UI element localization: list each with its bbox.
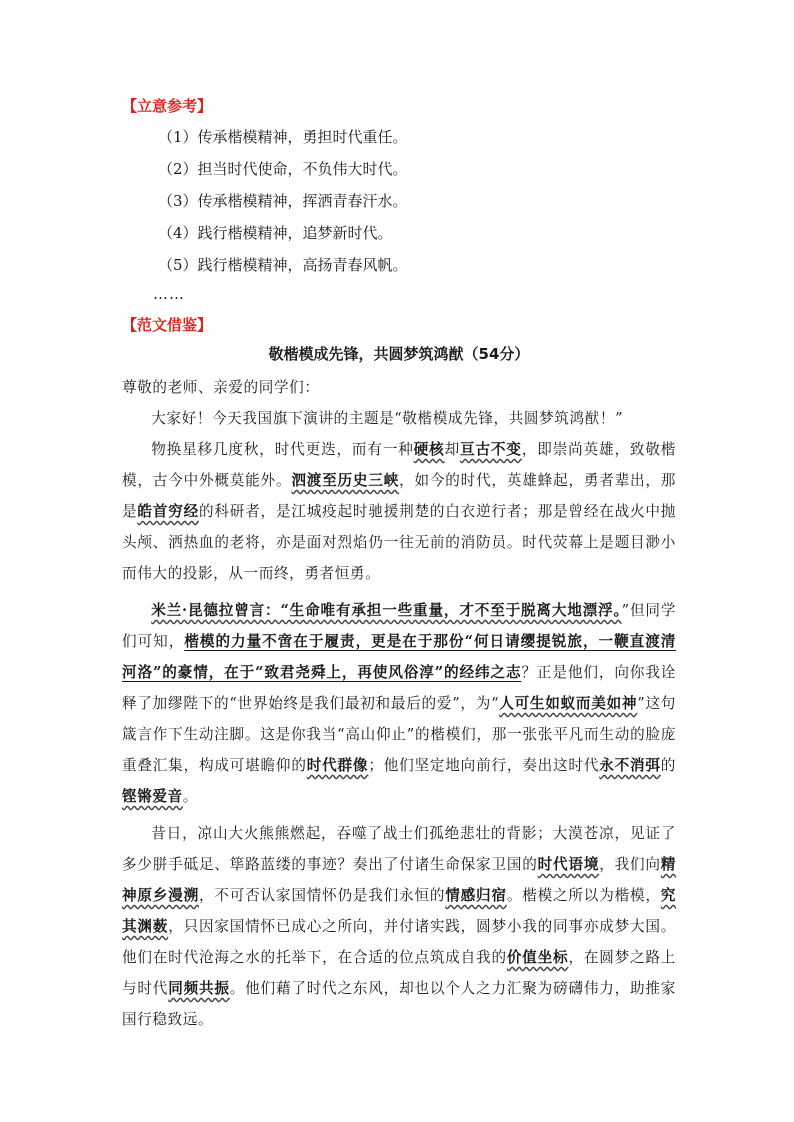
text-span: ；他们坚定地向前行，奏出这时代 [368,757,600,774]
text-span: 的科研者，是江城疫起时驰援荆楚的白衣逆行者；那是曾经在战火中抛头颅、洒热血的老将，亦是面对烈焰仍一往无前的消防员。时代荧幕上是题目渺小而伟大的投影，从一而终，勇者恒勇。 [122,503,676,582]
text-span: 却 [444,441,461,458]
list-ellipsis: …… [153,285,185,303]
highlight-phrase: 价值坐标 [506,949,569,966]
text-span: 。 [182,788,198,805]
text-span: ，即崇尚英雄，致敬楷模，古今中外概莫能外。 [122,441,676,489]
idea-list [158,125,408,285]
highlight-quote: 米兰·昆德拉曾言：“生命唯有承担一些重量，才不至于脱离大地漂浮。 [151,602,622,619]
sample-essay-heading: 【范文借鉴】 [122,316,213,334]
highlight-phrase: 时代群像 [306,757,369,774]
idea-item-3: （3）传承楷模精神，挥洒青春汗水。 [158,192,408,210]
idea-item-5: （5）践行楷模精神，高扬青春风帆。 [158,256,408,274]
highlight-phrase: 永不消弭 [599,757,661,774]
essay-paragraph-3 [122,595,676,812]
text-span: ，如今的时代，英雄蜂起，勇者辈出，那是 [122,472,676,520]
text-span: ，只因家国情怀已成心之所向，并付诸实践，圆梦小我的同事亦成梦大国。他们在时代沧海之水的托举下，在合适的位点筑成自我的 [122,918,676,966]
highlight-phrase: 人可生如蚁而美如神 [499,695,638,712]
highlight-phrase: 时代语境 [537,856,600,873]
highlight-phrase: 情感归宿 [445,887,507,904]
highlight-phrase: 同频共振 [168,980,230,997]
highlight-phrase: 精神原乡漫溯 [122,856,676,904]
highlight-phrase: 究其渊薮 [122,887,676,935]
underlined-sentence: 楷模的力量不啻在于履责，更是在于那份“何日请缨提锐旅，一鞭直渡清河洛”的豪情，在于“致君尧舜上，再使风俗淳”的经纬之志 [122,633,676,681]
text-span: ？正是他们，向你我诠释了加缪陛下的“世界始终是我们最初和最后的爱”，为“ [122,664,676,712]
essay-paragraph-4 [122,818,676,1035]
highlight-phrase: 皓首穷经 [137,503,199,520]
text-span: 昔日，凉山大火熊熊燃起，吞噬了战士们孤绝悲壮的背影；大漠苍凉，见证了多少胼手砥足、筚路蓝缕的事迹？奏出了付诸生命保家卫国的 [122,825,676,873]
essay-paragraph-1: 大家好！今天我国旗下演讲的主题是“敬楷模成先锋，共圆梦筑鸿猷！” [151,410,624,427]
text-span: 物换星移几度秋，时代更迭，而有一种 [151,441,414,458]
text-span: 的 [660,757,676,774]
highlight-phrase: 铿锵爱音 [122,788,183,805]
idea-reference-heading: 【立意参考】 [122,97,213,115]
idea-item-4: （4）践行楷模精神，追梦新时代。 [158,224,393,242]
essay-paragraph-2 [122,434,676,589]
text-span: 。他们藉了时代之东风，却也以个人之力汇聚为磅礴伟力，助推家国行稳致远。 [122,980,676,1028]
text-span: ”但同学们可知， [122,602,676,650]
text-span: ，我们向 [599,856,661,873]
highlight-phrase: 亘古不变 [460,441,522,458]
essay-title: 敬楷模成先锋，共圆梦筑鸿猷（54分） [268,345,530,363]
text-span: 。楷模之所以为楷模， [506,887,661,904]
essay-greeting: 尊敬的老师、亲爱的同学们： [122,379,320,396]
highlight-phrase: 硬核 [413,441,445,458]
essay-body [122,372,676,1035]
highlight-phrase: 泗渡至历史三峡 [291,472,400,489]
text-span: ，在圆梦之路上与时代 [122,949,676,997]
text-span: ，不可否认家国情怀仍是我们永恒的 [198,887,446,904]
text-span: ”这句箴言作下生动注脚。这是你我当“高山仰止”的楷模们，那一张张平凡而生动的脸庞重叠汇集，构成可堪瞻仰的 [122,695,676,774]
idea-item-2: （2）担当时代使命，不负伟大时代。 [158,160,408,178]
idea-item-1: （1）传承楷模精神，勇担时代重任。 [158,128,408,146]
